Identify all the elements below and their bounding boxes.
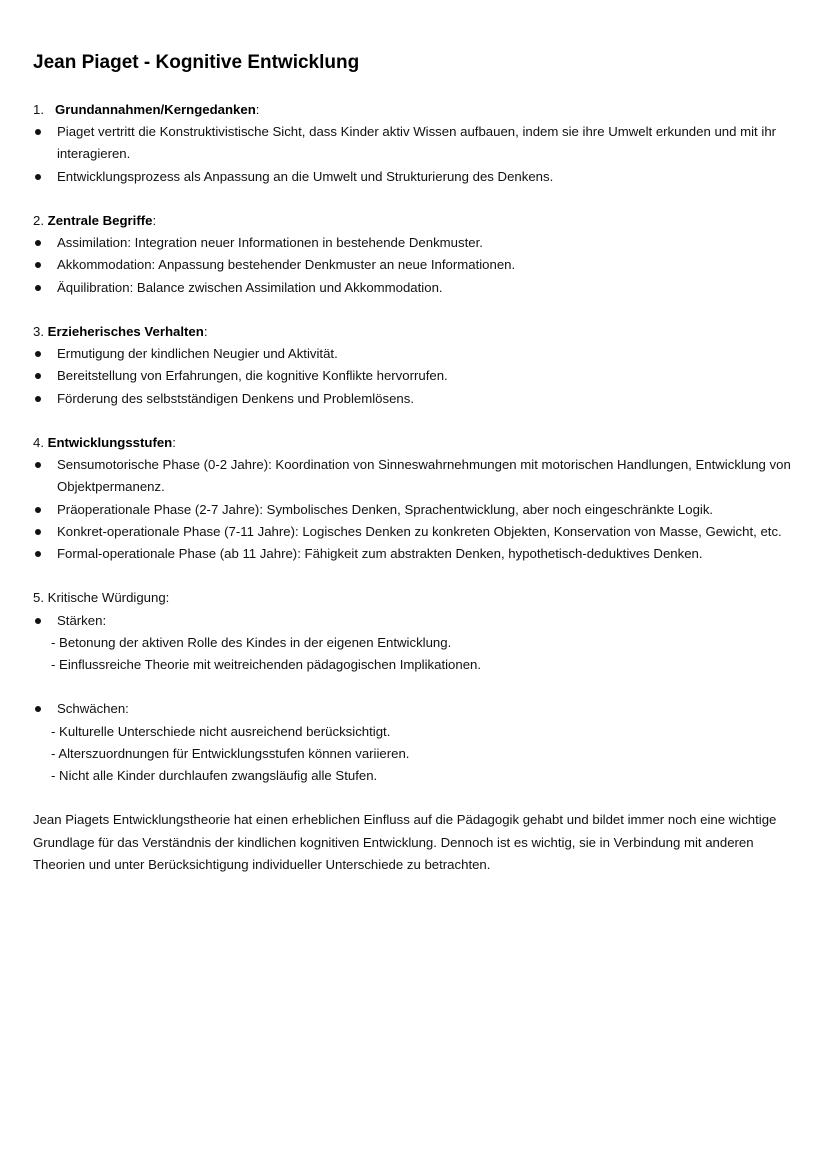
list-item: Ermutigung der kindlichen Neugier und Aktivität. bbox=[33, 343, 793, 365]
conclusion-paragraph: Jean Piagets Entwicklungstheorie hat einen erheblichen Einfluss auf die Pädagogik gehabt und bildet immer noch eine wichtige Grundlage für das Verständnis der kindlichen kognitiven Entwicklung. Dennoch ist es wichtig, sie in Verbindung mit anderen Theorien und unter Berücksichtigung individueller Unterschiede zu betrachten. bbox=[33, 812, 777, 872]
section-heading: 5. Kritische Würdigung: bbox=[33, 590, 170, 606]
list-item: Sensumotorische Phase (0-2 Jahre): Koordination von Sinneswahrnehmungen mit motorischen Handlungen, Entwicklung von Objektpermanenz. bbox=[33, 454, 793, 498]
list-item: Konkret-operationale Phase (7-11 Jahre): Logisches Denken zu konkreten Objekten, Konservation von Masse, Gewicht, etc. bbox=[33, 521, 793, 543]
section-critique bbox=[33, 587, 798, 787]
section-heading-text: Grundannahmen/Kerngedanken bbox=[55, 102, 256, 117]
list-item: Assimilation: Integration neuer Informationen in bestehende Denkmuster. bbox=[33, 232, 793, 254]
section-heading bbox=[33, 99, 798, 121]
list-item: Piaget vertritt die Konstruktivistische Sicht, dass Kinder aktiv Wissen aufbauen, indem sie ihre Umwelt erkunden und mit ihr interagieren. bbox=[33, 121, 793, 165]
colon: : bbox=[203, 324, 208, 339]
colon: : bbox=[152, 213, 157, 228]
section-educational-behavior bbox=[33, 321, 798, 410]
weakness-item: - Nicht alle Kinder durchlaufen zwangsläufig alle Stufen. bbox=[51, 768, 378, 784]
list-item: Akkommodation: Anpassung bestehender Denkmuster an neue Informationen. bbox=[33, 254, 793, 276]
list-item: Formal-operationale Phase (ab 11 Jahre): Fähigkeit zum abstrakten Denken, hypothetisch-deduktives Denken. bbox=[33, 543, 793, 565]
section-heading-text: Erzieherisches Verhalten bbox=[47, 324, 204, 339]
strengths-label: Stärken: bbox=[33, 610, 793, 632]
list-item: Entwicklungsprozess als Anpassung an die Umwelt und Strukturierung des Denkens. bbox=[33, 166, 793, 188]
section-number: 3. bbox=[33, 324, 44, 339]
list-item: Bereitstellung von Erfahrungen, die kognitive Konflikte hervorrufen. bbox=[33, 365, 793, 387]
section-heading-text: Zentrale Begriffe bbox=[47, 213, 153, 228]
strength-item: - Betonung der aktiven Rolle des Kindes in der eigenen Entwicklung. bbox=[51, 634, 452, 650]
section-heading bbox=[33, 210, 798, 232]
section-number: 4. bbox=[33, 435, 44, 450]
section-heading-text: Entwicklungsstufen bbox=[47, 435, 173, 450]
section-number: 1. bbox=[33, 102, 44, 117]
colon: : bbox=[255, 102, 260, 117]
list-item: Äquilibration: Balance zwischen Assimilation und Akkommodation. bbox=[33, 277, 793, 299]
strength-item: - Einflussreiche Theorie mit weitreichenden pädagogischen Implikationen. bbox=[51, 657, 482, 673]
section-core-assumptions bbox=[33, 99, 798, 188]
section-number: 2. bbox=[33, 213, 44, 228]
document-title: Jean Piaget - Kognitive Entwicklung bbox=[33, 52, 360, 73]
weakness-item: - Alterszuordnungen für Entwicklungsstufen können variieren. bbox=[51, 745, 410, 761]
weakness-item: - Kulturelle Unterschiede nicht ausreichend berücksichtigt. bbox=[51, 723, 391, 739]
section-heading bbox=[33, 432, 798, 454]
list-item: Präoperationale Phase (2-7 Jahre): Symbolisches Denken, Sprachentwicklung, aber noch eingeschränkte Logik. bbox=[33, 499, 793, 521]
section-central-terms bbox=[33, 210, 798, 299]
section-development-stages bbox=[33, 432, 798, 565]
weaknesses-label: Schwächen: bbox=[33, 698, 793, 720]
colon: : bbox=[172, 435, 176, 450]
list-item: Förderung des selbstständigen Denkens und Problemlösens. bbox=[33, 388, 793, 410]
section-heading bbox=[33, 321, 798, 343]
